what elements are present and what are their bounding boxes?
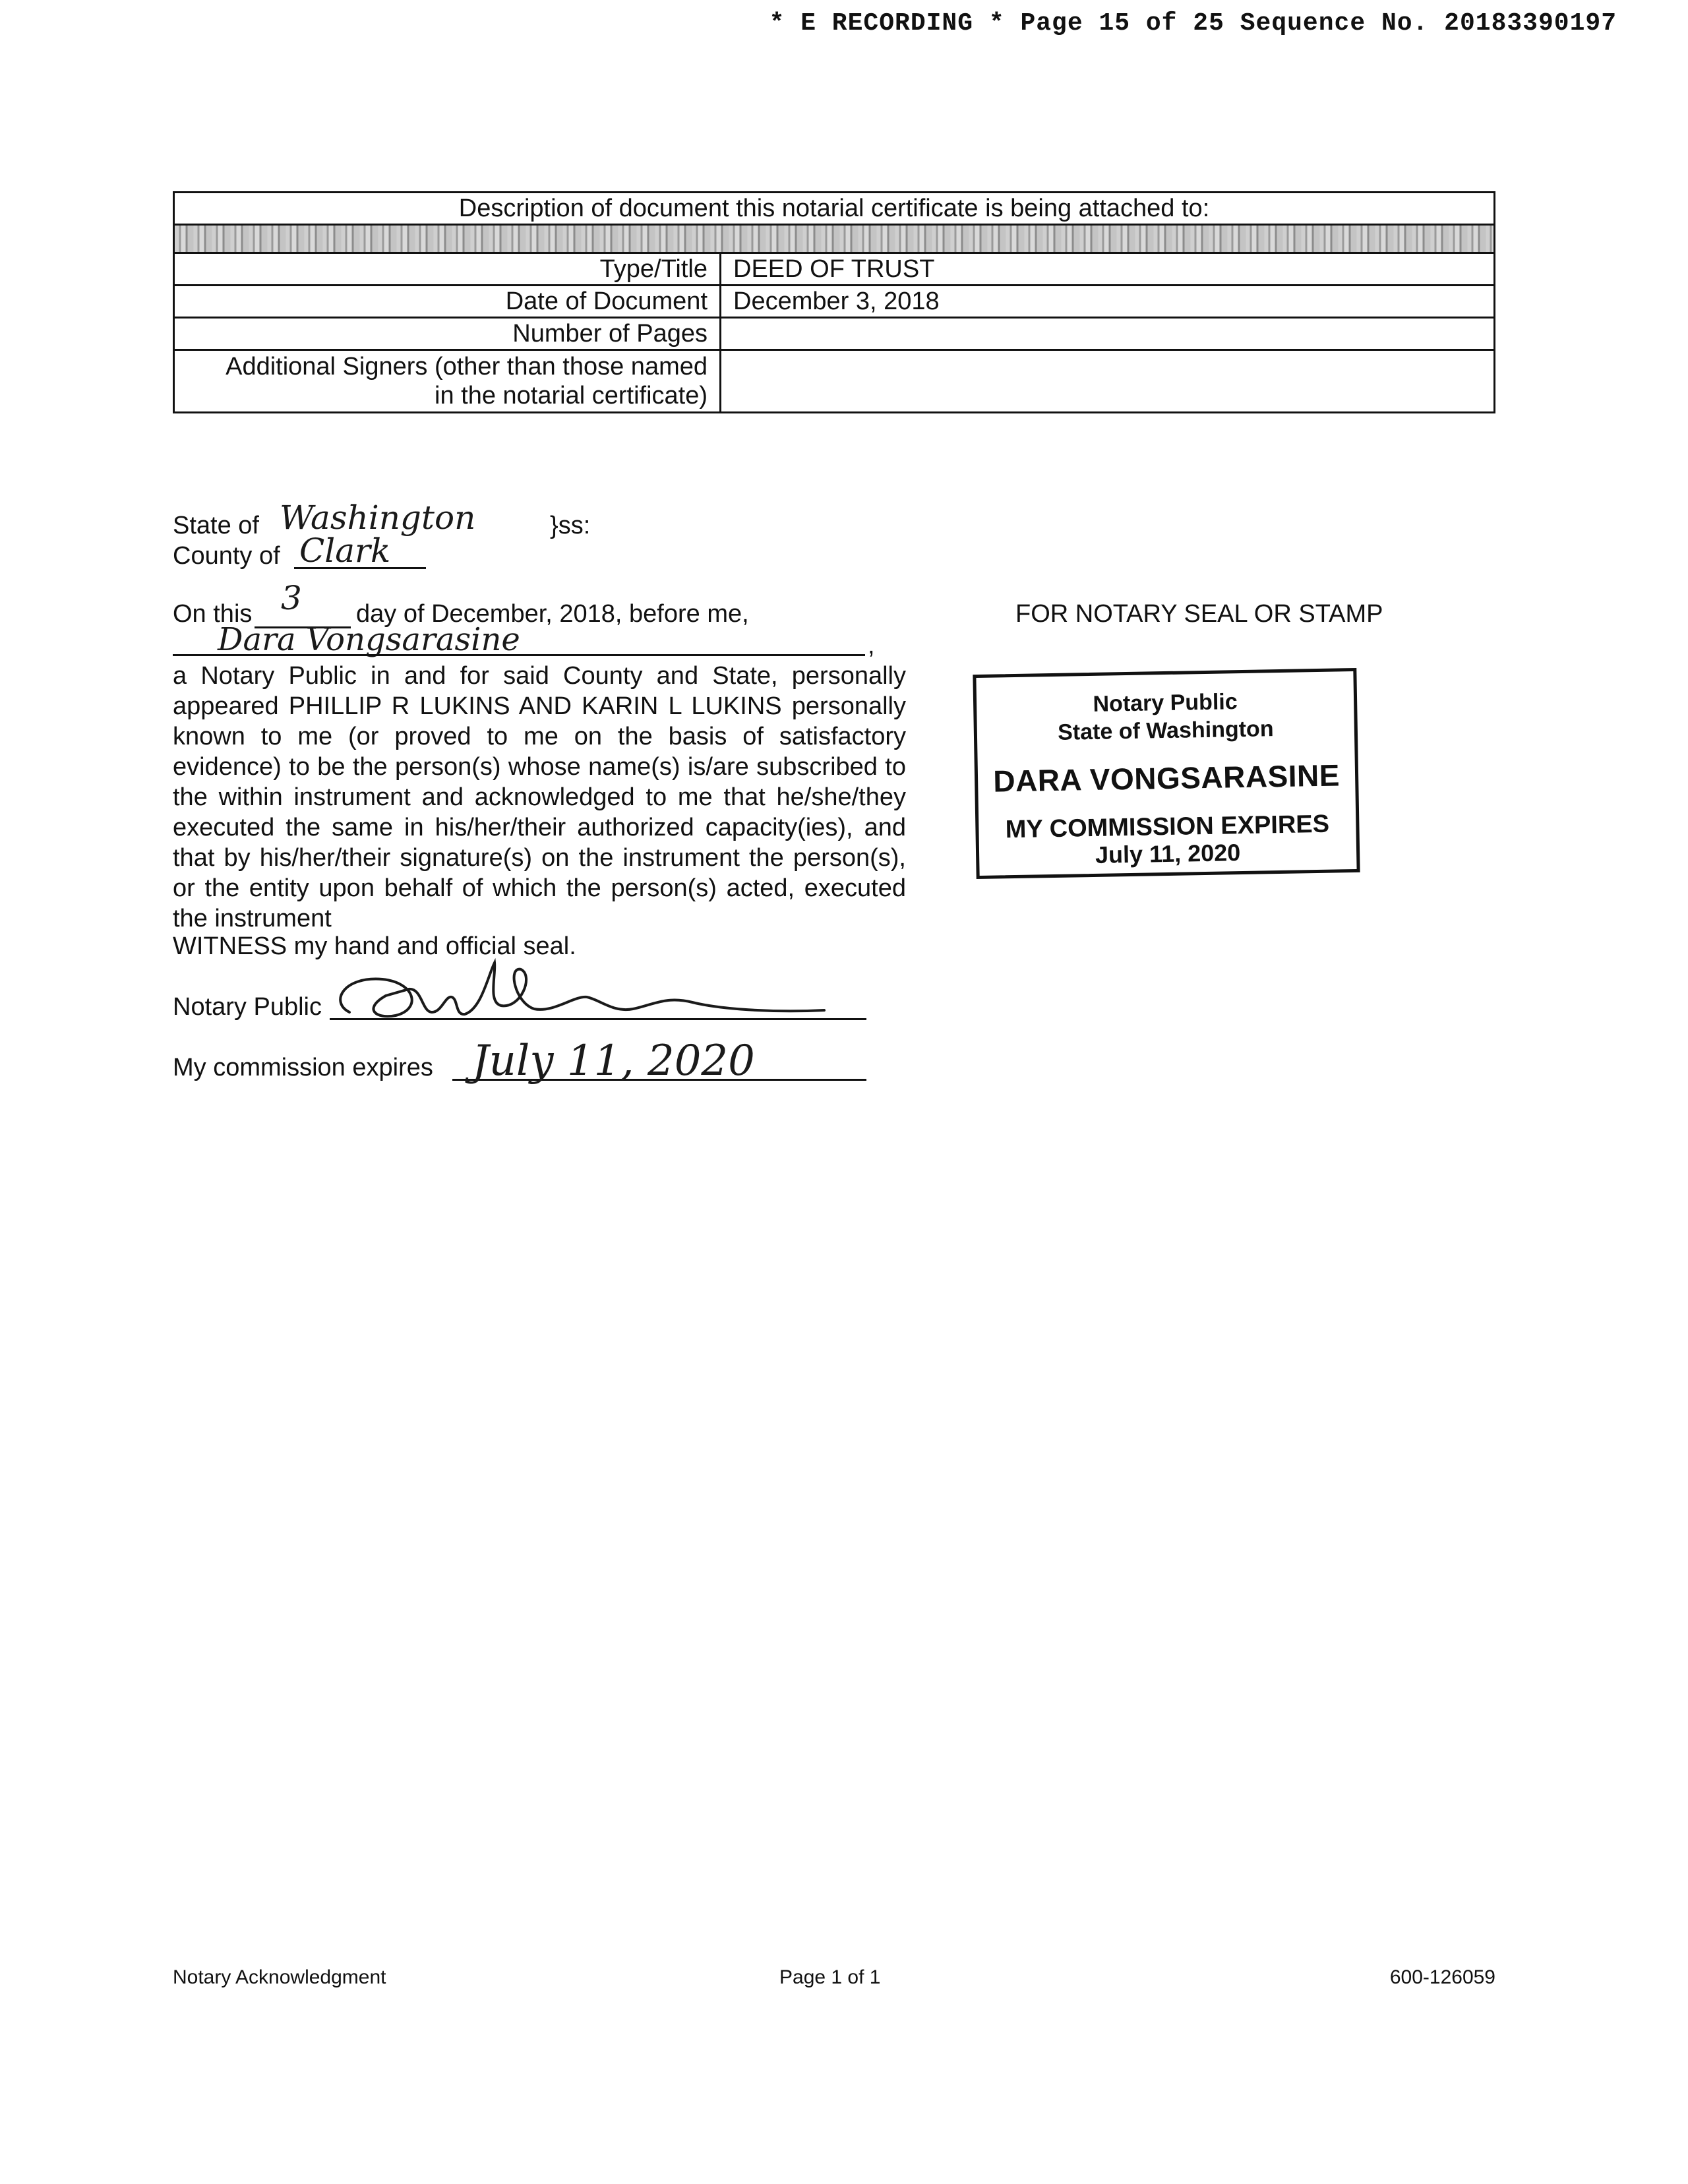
notary-stamp [973, 668, 1360, 879]
additional-signers-value [721, 350, 1495, 413]
additional-signers-label [174, 350, 721, 413]
ss-bracket: }ss: [550, 512, 591, 539]
county-handwritten: Clark [299, 531, 391, 570]
shaded-divider-row [174, 225, 1495, 253]
stamp-expiry-date: July 11, 2020 [1095, 839, 1241, 868]
name-comma: , [868, 632, 875, 659]
notary-name-handwritten: Dara Vongsarasine [218, 621, 520, 658]
footer-form-name: Notary Acknowledgment [173, 1966, 386, 1988]
stamp-line-notary-public: Notary Public [1093, 689, 1238, 717]
additional-signers-label-line1: Additional Signers (other than those named [226, 353, 708, 380]
type-title-label: Type/Title [174, 253, 721, 286]
county-underline [294, 567, 426, 569]
county-label: County of [173, 542, 280, 570]
notary-public-label: Notary Public [173, 993, 322, 1021]
day-of-text: day of December, 2018, before me, [356, 600, 749, 628]
type-title-value: DEED OF TRUST [721, 253, 1495, 286]
notary-seal-heading: FOR NOTARY SEAL OR STAMP [1015, 600, 1383, 628]
state-handwritten: Washington [280, 499, 476, 537]
recording-header: * E RECORDING * Page 15 of 25 Sequence No. 20183390197 [769, 9, 1617, 38]
commission-date-handwritten: July 11, 2020 [472, 1037, 755, 1085]
acknowledgment-body: a Notary Public in and for said County and State, personally appeared PHILLIP R LUKINS AND KARIN L LUKINS personally known to me (or proved to me on the basis of satisfactory evidence) to be the person(s) whose name(s) is/are subscribed to the within instrument and acknowledged to me that he/she/they executed the same in his/her/their authorized capacity(ies), and that by his/her/their signature(s) on the instrument the person(s), or the entity upon behalf of which the person(s) acted, executed the instrument [173, 662, 906, 932]
commission-expires-label: My commission expires [173, 1054, 433, 1081]
document-description-table [173, 191, 1495, 413]
table-row [174, 350, 1495, 413]
date-of-document-value: December 3, 2018 [721, 286, 1495, 318]
stamp-line-commission: MY COMMISSION EXPIRES [1005, 810, 1330, 844]
additional-signers-label-line2: in the notarial certificate) [435, 382, 708, 410]
witness-text: WITNESS my hand and official seal. [173, 932, 576, 960]
date-of-document-label: Date of Document [174, 286, 721, 318]
on-this-label: On this [173, 600, 253, 628]
footer-page-number: Page 1 of 1 [779, 1966, 881, 1988]
stamp-notary-name: DARA VONGSARASINE [992, 758, 1341, 799]
day-handwritten: 3 [281, 579, 302, 617]
stamp-line-state: State of Washington [1057, 716, 1274, 745]
number-of-pages-label: Number of Pages [174, 318, 721, 350]
description-caption: Description of document this notarial certificate is being attached to: [174, 193, 1495, 225]
notary-name-underline [173, 654, 865, 656]
state-label: State of [173, 512, 259, 539]
table-row [174, 253, 1495, 286]
table-row [174, 286, 1495, 318]
number-of-pages-value [721, 318, 1495, 350]
notary-signature-icon [323, 950, 877, 1035]
footer-form-number: 600-126059 [1389, 1966, 1495, 1988]
table-row [174, 318, 1495, 350]
